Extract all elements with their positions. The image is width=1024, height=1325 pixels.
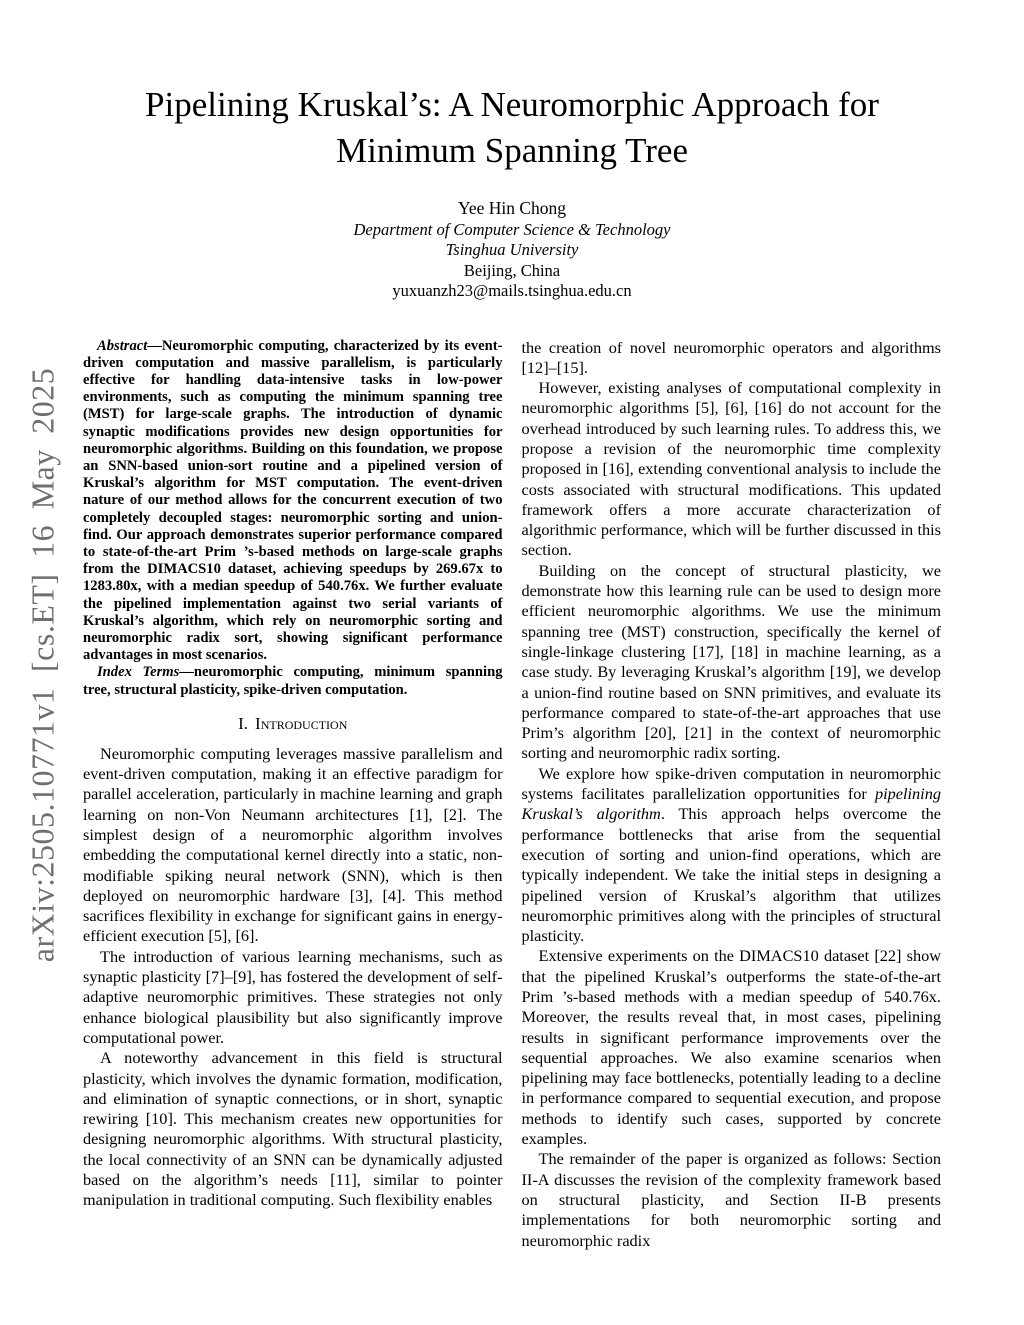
intro-paragraph-1: Neuromorphic computing leverages massive parallelism and event-driven computation, making it an effective paradigm for parallel acceleration, particularly in machine learning and graph learning on non-Von Neumann architectures [1], [2]. The simplest design of a neuromorphic algorithm involves embedding the computational kernel directly into a static, non-modifiable spiking neural network (SNN), which is then deployed on neuromorphic hardware [3], [4]. This method sacrifices flexibility in exchange for significant gains in energy-efficient execution [5], [6]. <box>83 743 503 946</box>
paper-title: Pipelining Kruskal’s: A Neuromorphic Approach for Minimum Spanning Tree <box>145 85 879 170</box>
author-university: Tsinghua University <box>445 240 579 259</box>
author-block <box>0 198 1024 302</box>
abstract-label: Abstract <box>97 337 148 354</box>
author-name: Yee Hin Chong <box>457 198 567 218</box>
intro-paragraph-3-continuation: the creation of novel neuromorphic operators and algorithms [12]–[15]. <box>521 337 941 377</box>
index-terms-text: —neuromorphic computing, minimum spanning tree, structural plasticity, spike-driven computation. <box>83 664 503 698</box>
index-terms-label: Index Terms <box>97 664 180 681</box>
section-number: I. <box>238 713 249 733</box>
intro-paragraph-7: Extensive experiments on the DIMACS10 dataset [22] show that the pipelined Kruskal’s outperforms the state-of-the-art Prim ’s-based methods with a median speedup of 540.76x. Moreover, the results reveal that, in most cases, pipelining results in significant performance improvements over the sequential approaches. We also examine scenarios when pipelining may face bottlenecks, potentially leading to a decline in performance compared to sequential execution, and propose methods to identify such cases, supported by concrete examples. <box>521 946 941 1149</box>
right-column <box>522 338 942 1251</box>
index-terms-paragraph <box>83 664 503 698</box>
author-email: yuxuanzh23@mails.tsinghua.edu.cn <box>392 281 632 300</box>
abstract-text: —Neuromorphic computing, characterized by its event-driven computation and massive parallelism, is particularly effective for handling data-intensive tasks in low-power environments, such as computing the minimum spanning tree (MST) for large-scale graphs. The introduction of dynamic synaptic modifications provides new design opportunities for neuromorphic algorithms. Building on this foundation, we propose an SNN-based union-sort routine and a pipelined version of Kruskal’s algorithm for MST computation. The event-driven nature of our method allows for the concurrent execution of two completely decoupled stages: neuromorphic sorting and union-find. Our approach demonstrates superior performance compared to state-of-the-art Prim ’s-based methods on large-scale graphs from the DIMACS10 dataset, achieving speedups by 269.67x to 1283.80x, with a median speedup of 540.76x. We further evaluate the pipelined implementation against two serial variants of Kruskal’s algorithm, which rely on neuromorphic sorting and neuromorphic radix sort, showing significant performance advantages in most scenarios. <box>83 337 503 664</box>
intro-paragraph-6-emphasis: pipelining Kruskal’s algorithm <box>521 784 941 824</box>
intro-paragraph-3: A noteworthy advancement in this field is structural plasticity, which involves the dynamic formation, modification, and elimination of synaptic connections, or in short, synaptic rewiring [10]. This mechanism creates new opportunities for designing neuromorphic algorithms. With structural plasticity, the local connectivity of an SNN can be dynamically adjusted based on the algorithm’s needs [11], similar to pointer manipulation in traditional computing. Such flexibility enables <box>83 1048 503 1210</box>
author-location: Beijing, China <box>463 260 561 280</box>
intro-paragraph-6-pre: We explore how spike-driven computation in neuromorphic systems facilitates parallelization opportunities for <box>521 763 941 804</box>
author-department: Department of Computer Science & Technology <box>353 219 671 239</box>
section-heading-introduction <box>83 714 503 734</box>
two-column-body <box>83 338 941 1251</box>
left-column <box>83 338 503 1251</box>
intro-paragraph-2: The introduction of various learning mechanisms, such as synaptic plasticity [7]–[9], has fostered the development of self-adaptive neuromorphic primitives. These strategies not only enhance biological plausibility but also significantly improve computational power. <box>83 946 503 1047</box>
section-title: Introduction <box>255 713 348 733</box>
intro-paragraph-5: Building on the concept of structural plasticity, we demonstrate how this learning rule can be used to design more efficient neuromorphic algorithms. We use the minimum spanning tree (MST) construction, specifically the kernel of single-linkage clustering [17], [18] in machine learning, as a case study. By leveraging Kruskal’s algorithm [19], we develop a union-find routine based on SNN primitives, and evaluate its performance compared to state-of-the-art approaches that use Prim’s algorithm [20], [21] in the context of neuromorphic sorting and neuromorphic radix sorting. <box>521 560 941 763</box>
intro-paragraph-6 <box>522 764 942 947</box>
intro-paragraph-6-post: . This approach helps overcome the performance bottlenecks that arise from the sequential execution of sorting and union-find operations, which are typically independent. We take the initial steps in designing a pipelined version of Kruskal’s algorithm that utilizes neuromorphic primitives along with the principles of structural plasticity. <box>521 804 941 946</box>
intro-paragraph-8: The remainder of the paper is organized as follows: Section II-A discusses the revision of the complexity framework based on structural plasticity, and Section II-B presents implementations for both neuromorphic sorting and neuromorphic radix <box>521 1149 941 1250</box>
arxiv-watermark: arXiv:2505.10771v1 [cs.ET] 16 May 2025 <box>24 367 61 963</box>
abstract-paragraph <box>83 338 503 665</box>
intro-paragraph-4: However, existing analyses of computational complexity in neuromorphic algorithms [5], [6], [16] do not account for the overhead introduced by such learning rules. To address this, we propose a revision of the neuromorphic time complexity proposed in [16], extending conventional analysis to include the costs associated with structural modifications. This updated framework offers a more accurate characterization of algorithmic performance, which will be further discussed in this section. <box>521 378 941 560</box>
